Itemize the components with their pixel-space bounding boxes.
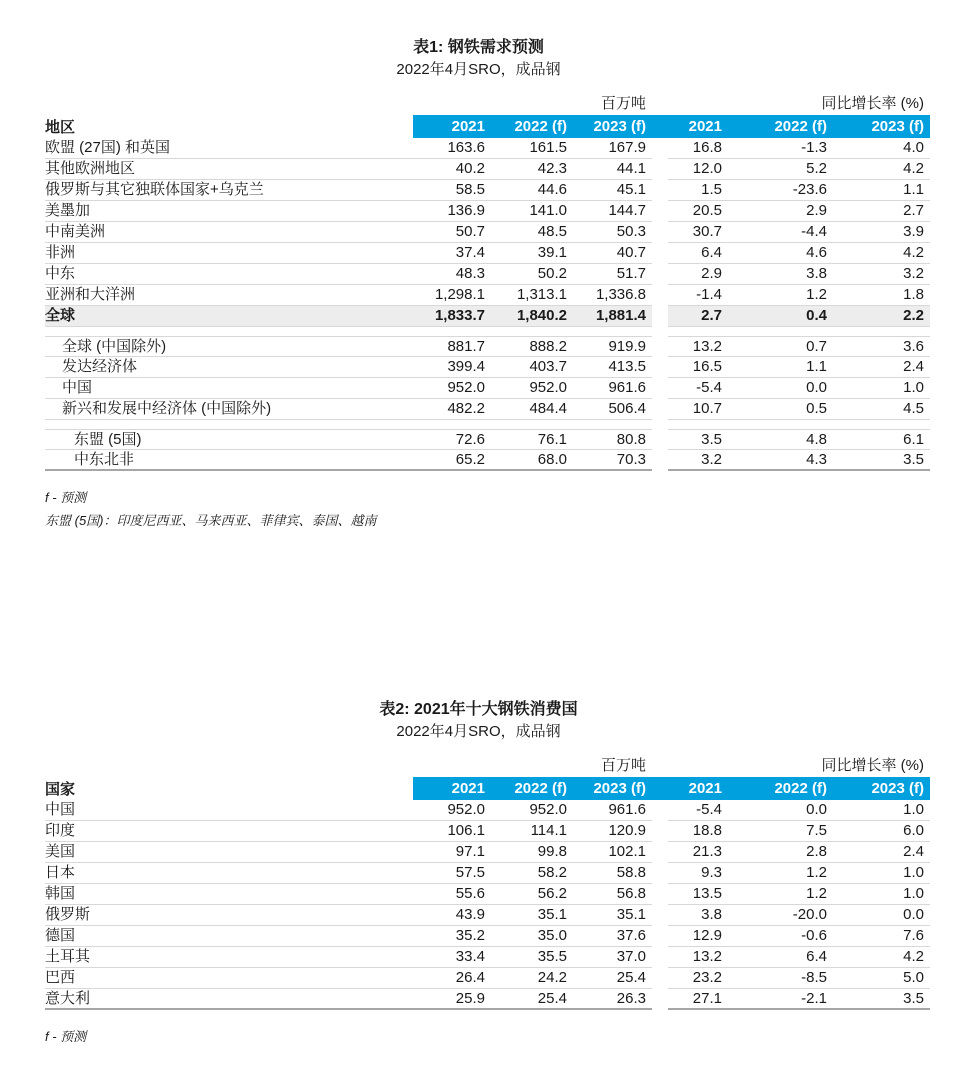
table-row bbox=[45, 180, 930, 201]
table-row bbox=[45, 357, 930, 378]
value-cell: 881.7 bbox=[447, 338, 485, 355]
table-row bbox=[45, 285, 930, 306]
value-cell: 40.2 bbox=[455, 160, 485, 177]
value-cell: 3.6 bbox=[903, 338, 924, 355]
value-cell: 39.1 bbox=[537, 244, 567, 261]
value-cell: 40.7 bbox=[616, 244, 646, 261]
table-subtitle: 2022年4月SRO，成品钢 bbox=[396, 61, 561, 78]
row-label: 日本 bbox=[45, 864, 76, 881]
value-cell: 0.4 bbox=[806, 307, 827, 324]
value-cell: 952.0 bbox=[447, 801, 485, 818]
value-cell: 24.2 bbox=[537, 969, 567, 986]
value-cell: 57.5 bbox=[455, 864, 485, 881]
value-cell: 4.8 bbox=[806, 431, 827, 448]
value-cell: 0.0 bbox=[903, 906, 924, 923]
value-cell: 20.5 bbox=[692, 202, 722, 219]
table-row bbox=[45, 138, 930, 159]
value-cell: -0.6 bbox=[801, 927, 827, 944]
year-column-header: 2021 bbox=[688, 780, 722, 797]
value-cell: 43.9 bbox=[455, 906, 485, 923]
value-cell: 37.6 bbox=[616, 927, 646, 944]
value-cell: 56.2 bbox=[537, 885, 567, 902]
value-cell: 2.4 bbox=[903, 358, 924, 375]
value-cell: 37.0 bbox=[616, 948, 646, 965]
value-cell: 9.3 bbox=[701, 864, 722, 881]
value-cell: 1.1 bbox=[903, 181, 924, 198]
value-cell: 27.1 bbox=[692, 990, 722, 1007]
value-cell: 35.1 bbox=[616, 906, 646, 923]
value-cell: 120.9 bbox=[608, 822, 646, 839]
value-cell: 2.4 bbox=[903, 843, 924, 860]
value-cell: 403.7 bbox=[529, 358, 567, 375]
value-cell: 1.8 bbox=[903, 286, 924, 303]
table-rows bbox=[45, 800, 930, 1010]
table-subtitle: 2022年4月SRO，成品钢 bbox=[396, 723, 561, 740]
value-cell: 55.6 bbox=[455, 885, 485, 902]
table-grid bbox=[45, 756, 930, 1048]
row-label: 美国 bbox=[45, 843, 76, 860]
year-header-band bbox=[413, 777, 930, 800]
table-row bbox=[45, 201, 930, 222]
value-cell: 58.2 bbox=[537, 864, 567, 881]
value-cell: 30.7 bbox=[692, 223, 722, 240]
value-cell: 4.2 bbox=[903, 244, 924, 261]
value-cell: 888.2 bbox=[529, 338, 567, 355]
row-gap bbox=[652, 336, 668, 357]
value-cell: 3.5 bbox=[903, 990, 924, 1007]
value-cell: 10.7 bbox=[692, 400, 722, 417]
value-cell: 48.3 bbox=[455, 265, 485, 282]
value-cell: 1.5 bbox=[701, 181, 722, 198]
table-title: 表1: 钢铁需求预测 bbox=[413, 39, 544, 56]
value-cell: 4.2 bbox=[903, 160, 924, 177]
table-header-row bbox=[45, 777, 930, 800]
row-gap bbox=[652, 905, 668, 926]
value-cell: 1.2 bbox=[806, 864, 827, 881]
value-cell: 16.5 bbox=[692, 358, 722, 375]
value-cell: 2.7 bbox=[903, 202, 924, 219]
value-cell: 961.6 bbox=[608, 801, 646, 818]
value-cell: 2.8 bbox=[806, 843, 827, 860]
value-cell: 1,313.1 bbox=[516, 286, 567, 303]
value-cell: 0.7 bbox=[806, 338, 827, 355]
row-label: 全球 bbox=[45, 307, 76, 324]
row-gap bbox=[652, 947, 668, 968]
value-cell: 44.6 bbox=[537, 181, 567, 198]
row-label: 中东 bbox=[45, 265, 76, 282]
year-column-header: 2022 (f) bbox=[774, 118, 827, 135]
row-label: 全球 (中国除外) bbox=[62, 338, 167, 355]
value-cell: 25.9 bbox=[455, 990, 485, 1007]
value-cell: 4.0 bbox=[903, 139, 924, 156]
value-cell: 482.2 bbox=[447, 400, 485, 417]
value-cell: 1.0 bbox=[903, 801, 924, 818]
year-header-band bbox=[413, 115, 930, 138]
value-cell: 3.9 bbox=[903, 223, 924, 240]
value-cell: 0.0 bbox=[806, 379, 827, 396]
table-header-row bbox=[45, 115, 930, 138]
value-cell: 97.1 bbox=[455, 843, 485, 860]
table-row bbox=[45, 989, 930, 1010]
value-cell: 50.7 bbox=[455, 223, 485, 240]
year-column-header: 2022 (f) bbox=[514, 118, 567, 135]
row-gap bbox=[652, 884, 668, 905]
row-gap bbox=[652, 306, 668, 327]
value-cell: 6.4 bbox=[806, 948, 827, 965]
table-row bbox=[45, 863, 930, 884]
column-group-labels bbox=[45, 756, 930, 775]
table-row bbox=[45, 884, 930, 905]
value-cell: 1.0 bbox=[903, 864, 924, 881]
value-cell: 50.2 bbox=[537, 265, 567, 282]
value-cell: 56.8 bbox=[616, 885, 646, 902]
value-cell: 2.9 bbox=[806, 202, 827, 219]
footnotes bbox=[45, 486, 930, 532]
row-gap bbox=[652, 285, 668, 306]
value-cell: 70.3 bbox=[616, 451, 646, 468]
value-cell: 1.0 bbox=[903, 885, 924, 902]
table-rows bbox=[45, 138, 930, 471]
year-column-header: 2021 bbox=[688, 118, 722, 135]
table-row bbox=[45, 842, 930, 863]
table-row bbox=[45, 399, 930, 420]
row-label: 其他欧洲地区 bbox=[45, 160, 136, 177]
row-label: 德国 bbox=[45, 927, 76, 944]
footnote: 东盟 (5国)：印度尼西亚、马来西亚、菲律宾、泰国、越南 bbox=[45, 513, 377, 528]
footnotes bbox=[45, 1025, 930, 1048]
value-cell: -5.4 bbox=[696, 801, 722, 818]
year-column-header: 2021 bbox=[451, 118, 485, 135]
value-cell: 952.0 bbox=[529, 801, 567, 818]
header-band-gap bbox=[652, 777, 668, 800]
value-cell: 413.5 bbox=[608, 358, 646, 375]
value-cell: 12.0 bbox=[692, 160, 722, 177]
footnote: f - 预测 bbox=[45, 490, 87, 505]
value-cell: 7.6 bbox=[903, 927, 924, 944]
row-gap bbox=[652, 264, 668, 285]
value-cell: 0.5 bbox=[806, 400, 827, 417]
year-column-header: 2023 (f) bbox=[871, 118, 924, 135]
value-cell: 1,833.7 bbox=[434, 307, 485, 324]
value-cell: 45.1 bbox=[616, 181, 646, 198]
value-cell: 23.2 bbox=[692, 969, 722, 986]
value-cell: 4.5 bbox=[903, 400, 924, 417]
value-cell: 114.1 bbox=[530, 822, 567, 839]
value-cell: -20.0 bbox=[792, 906, 827, 923]
value-cell: 1,881.4 bbox=[595, 307, 646, 324]
value-cell: 919.9 bbox=[608, 338, 646, 355]
row-label: 中国 bbox=[62, 379, 93, 396]
value-cell: 1,298.1 bbox=[434, 286, 485, 303]
value-cell: -5.4 bbox=[696, 379, 722, 396]
value-cell: 161.5 bbox=[529, 139, 567, 156]
row-gap bbox=[652, 863, 668, 884]
row-gap bbox=[652, 138, 668, 159]
table-row bbox=[45, 947, 930, 968]
value-cell: 68.0 bbox=[537, 451, 567, 468]
table2-section bbox=[0, 700, 957, 1048]
value-cell: -8.5 bbox=[801, 969, 827, 986]
table-row bbox=[45, 159, 930, 180]
value-cell: -1.4 bbox=[696, 286, 722, 303]
value-cell: 484.4 bbox=[529, 400, 567, 417]
value-cell: 37.4 bbox=[455, 244, 485, 261]
table-title: 表2: 2021年十大钢铁消费国 bbox=[379, 701, 578, 718]
value-cell: 163.6 bbox=[447, 139, 485, 156]
value-cell: 25.4 bbox=[616, 969, 646, 986]
row-label: 俄罗斯 bbox=[45, 906, 91, 923]
row-label: 发达经济体 bbox=[62, 358, 138, 375]
row-label: 土耳其 bbox=[45, 948, 91, 965]
value-cell: 35.2 bbox=[455, 927, 485, 944]
value-cell: 2.2 bbox=[903, 307, 924, 324]
value-cell: 25.4 bbox=[537, 990, 567, 1007]
year-column-header: 2023 (f) bbox=[593, 780, 646, 797]
row-label: 欧盟 (27国) 和英国 bbox=[45, 139, 171, 156]
value-cell: 12.9 bbox=[692, 927, 722, 944]
value-cell: 13.5 bbox=[692, 885, 722, 902]
table-row bbox=[45, 450, 930, 471]
value-cell: -2.1 bbox=[801, 990, 827, 1007]
header-band-gap bbox=[652, 115, 668, 138]
value-cell: 76.1 bbox=[537, 431, 567, 448]
value-cell: 1,336.8 bbox=[595, 286, 646, 303]
table-grid bbox=[45, 94, 930, 532]
value-cell: 102.1 bbox=[608, 843, 646, 860]
row-label: 中东北非 bbox=[74, 451, 135, 468]
value-cell: 144.7 bbox=[608, 202, 646, 219]
row-gap bbox=[652, 201, 668, 222]
table-row bbox=[45, 968, 930, 989]
value-cell: 65.2 bbox=[455, 451, 485, 468]
value-cell: 51.7 bbox=[616, 265, 646, 282]
value-cell: 16.8 bbox=[692, 139, 722, 156]
table-row bbox=[45, 926, 930, 947]
value-cell: 99.8 bbox=[537, 843, 567, 860]
value-cell: 506.4 bbox=[608, 400, 646, 417]
value-cell: 1.2 bbox=[806, 286, 827, 303]
value-cell: 58.8 bbox=[616, 864, 646, 881]
value-cell: 4.6 bbox=[806, 244, 827, 261]
value-cell: 952.0 bbox=[447, 379, 485, 396]
table-row bbox=[45, 336, 930, 357]
unit-group-label: 百万吨 bbox=[600, 95, 646, 112]
row-gap bbox=[652, 926, 668, 947]
table-row bbox=[45, 429, 930, 450]
row-label: 中南美洲 bbox=[45, 223, 106, 240]
value-cell: 3.2 bbox=[903, 265, 924, 282]
value-cell: 5.0 bbox=[903, 969, 924, 986]
value-cell: 2.7 bbox=[701, 307, 722, 324]
row-gap bbox=[652, 429, 668, 450]
value-cell: 80.8 bbox=[616, 431, 646, 448]
growth-group-label: 同比增长率 (%) bbox=[821, 95, 924, 112]
value-cell: 6.4 bbox=[701, 244, 722, 261]
row-label: 亚洲和大洋洲 bbox=[45, 286, 136, 303]
row-label: 意大利 bbox=[45, 990, 91, 1007]
year-column-header: 2021 bbox=[451, 780, 485, 797]
value-cell: 35.0 bbox=[537, 927, 567, 944]
row-spacer bbox=[45, 420, 930, 429]
value-cell: 35.5 bbox=[537, 948, 567, 965]
table-row bbox=[45, 821, 930, 842]
row-gap bbox=[652, 180, 668, 201]
value-cell: 42.3 bbox=[537, 160, 567, 177]
value-cell: 6.1 bbox=[903, 431, 924, 448]
value-cell: 4.3 bbox=[806, 451, 827, 468]
row-gap bbox=[652, 399, 668, 420]
row-label: 非洲 bbox=[45, 244, 76, 261]
row-gap bbox=[652, 243, 668, 264]
year-column-header: 2022 (f) bbox=[514, 780, 567, 797]
row-label: 韩国 bbox=[45, 885, 76, 902]
table1-section bbox=[0, 38, 957, 532]
value-cell: 167.9 bbox=[608, 139, 646, 156]
row-gap bbox=[652, 357, 668, 378]
row-label: 东盟 (5国) bbox=[74, 431, 142, 448]
value-cell: 2.9 bbox=[701, 265, 722, 282]
value-cell: 48.5 bbox=[537, 223, 567, 240]
value-cell: 58.5 bbox=[455, 181, 485, 198]
value-cell: 3.8 bbox=[806, 265, 827, 282]
value-cell: 3.5 bbox=[701, 431, 722, 448]
row-gap bbox=[652, 450, 668, 471]
year-column-header: 2022 (f) bbox=[774, 780, 827, 797]
value-cell: 3.5 bbox=[903, 451, 924, 468]
unit-group-label: 百万吨 bbox=[600, 757, 646, 774]
row-gap bbox=[652, 968, 668, 989]
value-cell: 21.3 bbox=[692, 843, 722, 860]
value-cell: 7.5 bbox=[806, 822, 827, 839]
value-cell: 961.6 bbox=[608, 379, 646, 396]
value-cell: 26.4 bbox=[455, 969, 485, 986]
table-row bbox=[45, 800, 930, 821]
table-row bbox=[45, 378, 930, 399]
value-cell: 1.1 bbox=[806, 358, 827, 375]
row-gap bbox=[652, 378, 668, 399]
row-gap bbox=[652, 821, 668, 842]
region-column-header: 国家 bbox=[45, 781, 76, 798]
year-column-header: 2023 (f) bbox=[871, 780, 924, 797]
row-label: 印度 bbox=[45, 822, 76, 839]
table-row bbox=[45, 905, 930, 926]
table-row bbox=[45, 243, 930, 264]
value-cell: 44.1 bbox=[616, 160, 646, 177]
value-cell: 136.9 bbox=[447, 202, 485, 219]
value-cell: 952.0 bbox=[529, 379, 567, 396]
row-label: 新兴和发展中经济体 (中国除外) bbox=[62, 400, 272, 417]
value-cell: 3.8 bbox=[701, 906, 722, 923]
row-label: 俄罗斯与其它独联体国家+乌克兰 bbox=[45, 181, 264, 198]
value-cell: 399.4 bbox=[447, 358, 485, 375]
value-cell: 13.2 bbox=[692, 948, 722, 965]
footnote: f - 预测 bbox=[45, 1029, 87, 1044]
value-cell: 141.0 bbox=[529, 202, 567, 219]
row-gap bbox=[652, 800, 668, 821]
table-row bbox=[45, 222, 930, 243]
value-cell: 1,840.2 bbox=[516, 307, 567, 324]
year-column-header: 2023 (f) bbox=[593, 118, 646, 135]
value-cell: -1.3 bbox=[801, 139, 827, 156]
row-spacer bbox=[45, 327, 930, 336]
value-cell: 18.8 bbox=[692, 822, 722, 839]
row-gap bbox=[652, 842, 668, 863]
value-cell: 35.1 bbox=[537, 906, 567, 923]
row-gap bbox=[652, 222, 668, 243]
table-row bbox=[45, 264, 930, 285]
value-cell: 4.2 bbox=[903, 948, 924, 965]
value-cell: 5.2 bbox=[806, 160, 827, 177]
value-cell: 26.3 bbox=[616, 990, 646, 1007]
value-cell: 3.2 bbox=[701, 451, 722, 468]
value-cell: -4.4 bbox=[801, 223, 827, 240]
value-cell: 106.1 bbox=[447, 822, 485, 839]
table-row bbox=[45, 306, 930, 327]
row-label: 巴西 bbox=[45, 969, 76, 986]
value-cell: -23.6 bbox=[792, 181, 827, 198]
column-group-labels bbox=[45, 94, 930, 113]
growth-group-label: 同比增长率 (%) bbox=[821, 757, 924, 774]
value-cell: 0.0 bbox=[806, 801, 827, 818]
value-cell: 1.0 bbox=[903, 379, 924, 396]
value-cell: 6.0 bbox=[903, 822, 924, 839]
row-gap bbox=[652, 159, 668, 180]
row-label: 中国 bbox=[45, 801, 76, 818]
value-cell: 1.2 bbox=[806, 885, 827, 902]
value-cell: 50.3 bbox=[616, 223, 646, 240]
value-cell: 72.6 bbox=[455, 431, 485, 448]
row-label: 美墨加 bbox=[45, 202, 91, 219]
row-gap bbox=[652, 989, 668, 1010]
value-cell: 33.4 bbox=[455, 948, 485, 965]
value-cell: 13.2 bbox=[692, 338, 722, 355]
region-column-header: 地区 bbox=[45, 119, 76, 136]
